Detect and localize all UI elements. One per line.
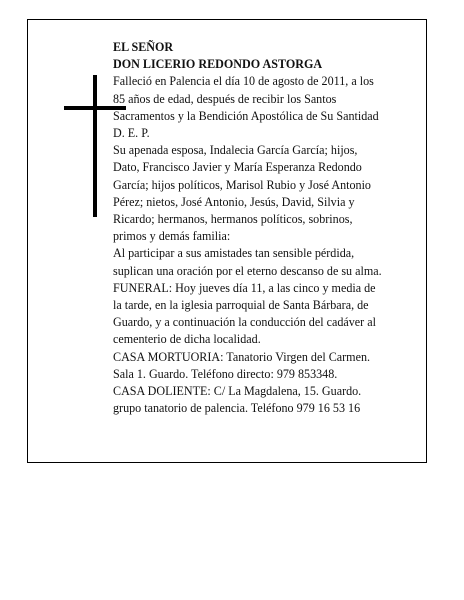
death-announcement — [113, 73, 423, 142]
text-line: Dato, Francisco Javier y María Esperanza Redondo — [113, 160, 362, 175]
text-line: García; hijos políticos, Marisol Rubio y José Antonio — [113, 177, 371, 192]
text-line: Falleció en Palencia el día 10 de agosto de 2011, a los — [113, 74, 374, 89]
text-line: 85 años de edad, después de recibir los Santos — [113, 91, 337, 106]
family-list — [113, 142, 423, 245]
text-line: grupo tanatorio de palencia. Teléfono 979 16 53 16 — [113, 401, 361, 416]
text-line: Pérez; nietos, José Antonio, Jesús, David, Silvia y — [113, 194, 355, 209]
text-line: D. E. P. — [113, 126, 150, 141]
cross-vertical-bar — [93, 75, 97, 217]
text-line: CASA MORTUORIA: Tanatorio Virgen del Carmen. — [113, 349, 371, 364]
prayer-request — [113, 245, 423, 279]
text-line: suplican una oración por el eterno descanso de su alma. — [113, 263, 382, 278]
funeral-details — [113, 280, 423, 349]
notice-text — [113, 39, 423, 417]
text-line: Ricardo; hermanos, hermanos políticos, sobrinos, — [113, 212, 353, 227]
text-line: Sala 1. Guardo. Teléfono directo: 979 853348. — [113, 366, 338, 381]
text-line: cementerio de dicha localidad. — [113, 332, 261, 347]
deceased-title: EL SEÑOR — [113, 40, 174, 54]
text-line: CASA DOLIENTE: C/ La Magdalena, 15. Guardo. — [113, 384, 362, 399]
family-home-details — [113, 383, 423, 417]
text-line: la tarde, en la iglesia parroquial de Santa Bárbara, de — [113, 298, 369, 313]
text-line: primos y demás familia: — [113, 229, 231, 244]
text-line: Guardo, y a continuación la conducción del cadáver al — [113, 315, 376, 330]
mortuary-details — [113, 349, 423, 383]
text-line: FUNERAL: Hoy jueves día 11, a las cinco y media de — [113, 280, 376, 295]
text-line: Su apenada esposa, Indalecia García García; hijos, — [113, 143, 358, 158]
text-line: Al participar a sus amistades tan sensible pérdida, — [113, 246, 355, 261]
text-line: Sacramentos y la Bendición Apostólica de Su Santidad — [113, 108, 379, 123]
deceased-name: DON LICERIO REDONDO ASTORGA — [113, 57, 323, 72]
